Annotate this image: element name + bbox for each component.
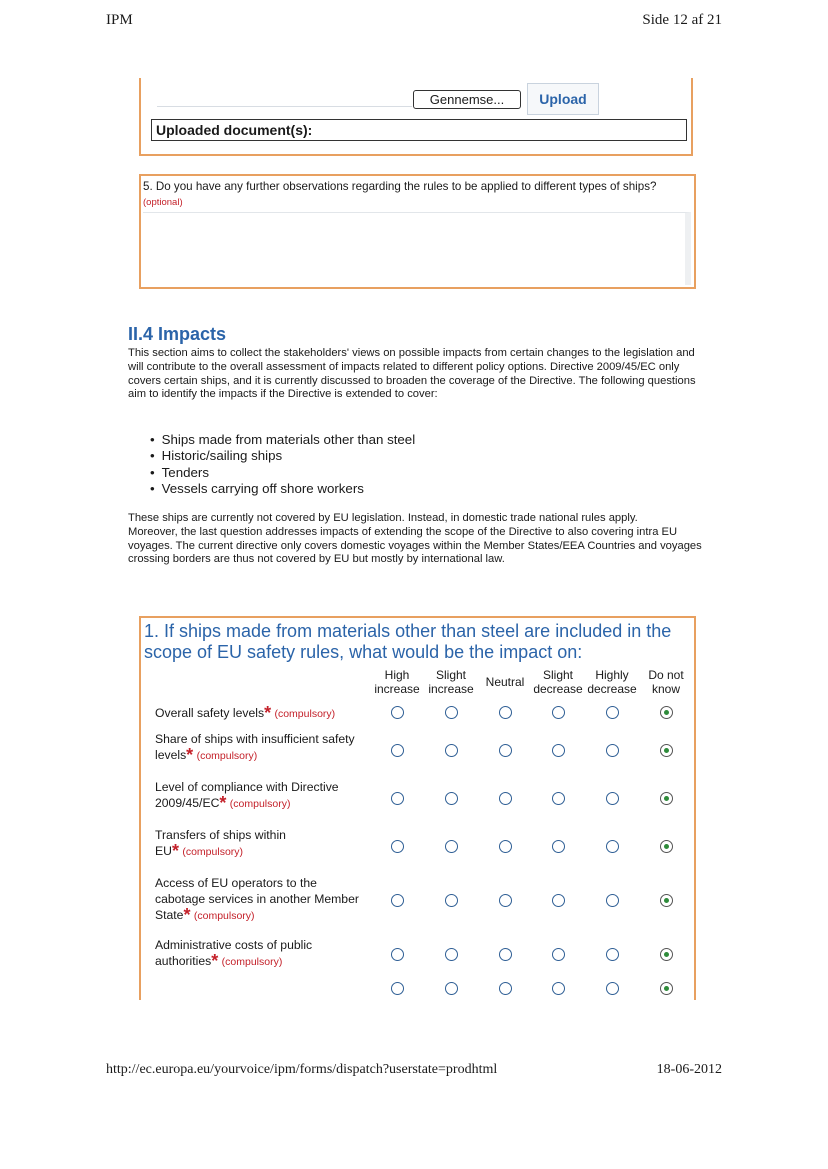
- radio-do-not-know[interactable]: [660, 894, 673, 907]
- page-footer-date: 18-06-2012: [656, 1062, 722, 1077]
- radio-option[interactable]: [391, 948, 404, 961]
- section-title: II.4 Impacts: [128, 324, 227, 344]
- radio-option[interactable]: [391, 840, 404, 853]
- radio-option[interactable]: [499, 948, 512, 961]
- radio-option[interactable]: [552, 744, 565, 757]
- radio-option[interactable]: [552, 840, 565, 853]
- column-header-slight-decrease: Slight decrease: [533, 668, 583, 696]
- radio-do-not-know[interactable]: [660, 982, 673, 995]
- upload-button[interactable]: Upload: [527, 83, 599, 115]
- radio-option[interactable]: [391, 706, 404, 719]
- radio-do-not-know[interactable]: [660, 706, 673, 719]
- radio-option[interactable]: [445, 894, 458, 907]
- radio-option[interactable]: [499, 894, 512, 907]
- radio-option[interactable]: [499, 706, 512, 719]
- page-header-left: IPM: [106, 12, 133, 28]
- radio-do-not-know[interactable]: [660, 744, 673, 757]
- radio-option[interactable]: [552, 894, 565, 907]
- radio-option[interactable]: [391, 982, 404, 995]
- row-label-compliance: Level of compliance with Directive 2009/45/EC* (compulsory): [155, 780, 339, 813]
- row-label-overall-safety: Overall safety levels* (compulsory): [155, 703, 336, 723]
- radio-option[interactable]: [552, 706, 565, 719]
- radio-option[interactable]: [445, 948, 458, 961]
- column-header-highly-decrease: Highly decrease: [587, 668, 637, 696]
- question-5-box: [139, 174, 696, 289]
- question-5-label: 5. Do you have any further observations regarding the rules to be applied to different types of ships?: [143, 180, 657, 193]
- scope-explanation: [128, 512, 703, 567]
- question-5-textarea[interactable]: [143, 212, 691, 285]
- page-header-right: Side 12 af 21: [642, 12, 722, 28]
- radio-do-not-know[interactable]: [660, 948, 673, 961]
- question-1-box: [139, 616, 696, 1000]
- row-label-cabotage-access: Access of EU operators to the cabotage services in another Member State* (compulsory): [155, 876, 359, 925]
- list-item: • Vessels carrying off shore workers: [150, 481, 415, 497]
- radio-option[interactable]: [499, 792, 512, 805]
- section-intro: This section aims to collect the stakeholders' views on possible impacts from certain changes to the legislation and will contribute to the overall assessment of impacts related to different policy options. Directive 2009/45/EC only covers certain ships, and it is currently discussed to broaden the coverage of the Directive. The following questions aim to identify the impacts if the Directive is extended to cover:: [128, 347, 696, 401]
- radio-option[interactable]: [391, 894, 404, 907]
- radio-option[interactable]: [606, 706, 619, 719]
- radio-option[interactable]: [391, 792, 404, 805]
- radio-option[interactable]: [552, 982, 565, 995]
- radio-do-not-know[interactable]: [660, 840, 673, 853]
- radio-option[interactable]: [606, 982, 619, 995]
- radio-option[interactable]: [445, 744, 458, 757]
- radio-option[interactable]: [552, 948, 565, 961]
- radio-option[interactable]: [606, 744, 619, 757]
- row-label-insufficient-safety: Share of ships with insufficient safety levels* (compulsory): [155, 732, 355, 765]
- radio-option[interactable]: [499, 982, 512, 995]
- column-header-do-not-know: Do not know: [648, 668, 684, 696]
- radio-option[interactable]: [552, 792, 565, 805]
- question-1-title: 1. If ships made from materials other than steel are included in the scope of EU safety rules, what would be the impact on:: [144, 621, 672, 662]
- list-item: • Historic/sailing ships: [150, 448, 415, 464]
- radio-option[interactable]: [445, 982, 458, 995]
- column-header-neutral: Neutral: [485, 675, 525, 689]
- radio-option[interactable]: [606, 948, 619, 961]
- question-5-text: [143, 179, 683, 210]
- list-item: • Ships made from materials other than steel: [150, 432, 415, 448]
- column-header-slight-increase: Slight increase: [428, 668, 474, 696]
- radio-option[interactable]: [606, 894, 619, 907]
- radio-option[interactable]: [499, 744, 512, 757]
- scope-paragraph-2: Moreover, the last question addresses impacts of extending the scope of the Directive to also covering intra EU voyages. The current directive only covers domestic voyages within the Member States/EEA Countries and voyages crossing borders are thus not covered by EU but mostly by international law.: [128, 525, 702, 566]
- radio-option[interactable]: [391, 744, 404, 757]
- row-label-transfers: Transfers of ships within EU* (compulsory): [155, 828, 286, 861]
- radio-option[interactable]: [499, 840, 512, 853]
- scope-paragraph-1: These ships are currently not covered by EU legislation. Instead, in domestic trade national rules apply.: [128, 512, 638, 524]
- file-path-field[interactable]: [157, 106, 412, 107]
- row-label-admin-costs: Administrative costs of public authorities* (compulsory): [155, 938, 313, 971]
- radio-option[interactable]: [445, 792, 458, 805]
- list-item: • Tenders: [150, 465, 415, 481]
- radio-do-not-know[interactable]: [660, 792, 673, 805]
- radio-option[interactable]: [606, 840, 619, 853]
- radio-option[interactable]: [445, 706, 458, 719]
- upload-section: [139, 78, 693, 156]
- optional-marker: (optional): [143, 197, 183, 208]
- ship-type-list: [150, 432, 415, 497]
- page-footer-url: http://ec.europa.eu/yourvoice/ipm/forms/dispatch?userstate=prodhtml: [106, 1062, 498, 1077]
- radio-option[interactable]: [445, 840, 458, 853]
- browse-button[interactable]: Gennemse...: [413, 90, 521, 109]
- uploaded-documents-label: Uploaded document(s):: [151, 119, 687, 141]
- radio-option[interactable]: [606, 792, 619, 805]
- column-header-high-increase: High increase: [374, 668, 420, 696]
